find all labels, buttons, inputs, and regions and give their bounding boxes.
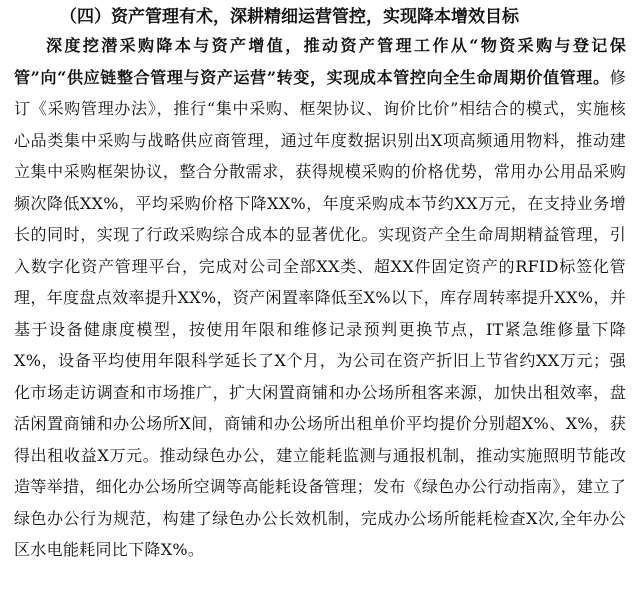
section-heading: （四）资产管理有术，深耕精细运营管控，实现降本增效目标 xyxy=(60,7,519,27)
paragraph-lead-sentence: 深度挖潜采购降本与资产增值，推动资产管理工作从“物资采购与登记保管”向“供应链整合管理与资产运营”转变，实现成本管控向全生命周期价值管理。 xyxy=(14,36,626,87)
paragraph-body-text: 修订《采购管理办法》，推行“集中采购、框架协议、询价比价”相结合的模式，实施核心品类集中采购与战略供应商管理，通过年度数据识别出X项高频通用物料，推动建立集中采购框架协议，整合分散需求，获得规模采购的价格优势，常用办公用品采购频次降低XX%，平均采购价格下降XX%，年度采购成本节约XX万元，在支持业务增长的同时，实现了行政采购综合成本的显著优化。实现资产全生命周期精益管理，引入数字化资产管理平台，完成对公司全部XX类、超XX件固定资产的RFID标签化管理，年度盘点效率提升XX%，资产闲置率降低至X%以下，库存周转率提升XX%，并基于设备健康度模型，按使用年限和维修记录预判更换节点，IT紧急维修量下降X%，设备平均使用年限科学延长了X个月，为公司在资产折旧上节省约XX万元；强化市场走访调查和市场推广，扩大闲置商铺和办公场所租客来源，加快出租效率，盘活闲置商铺和办公场所X间，商铺和办公场所出租单价平均提价分别超X%、X%，获得出租收益X万元。推动绿色办公，建立能耗监测与通报机制，推动实施照明节能改造等举措，细化办公场所空调等高能耗设备管理；发布《绿色办公行动指南》，建立了绿色办公行为规范，构建了绿色办公长效机制，完成办公场所能耗检查X次,全年办公区水电能耗同比下降X%。 xyxy=(14,67,626,559)
body-paragraph xyxy=(14,30,626,566)
